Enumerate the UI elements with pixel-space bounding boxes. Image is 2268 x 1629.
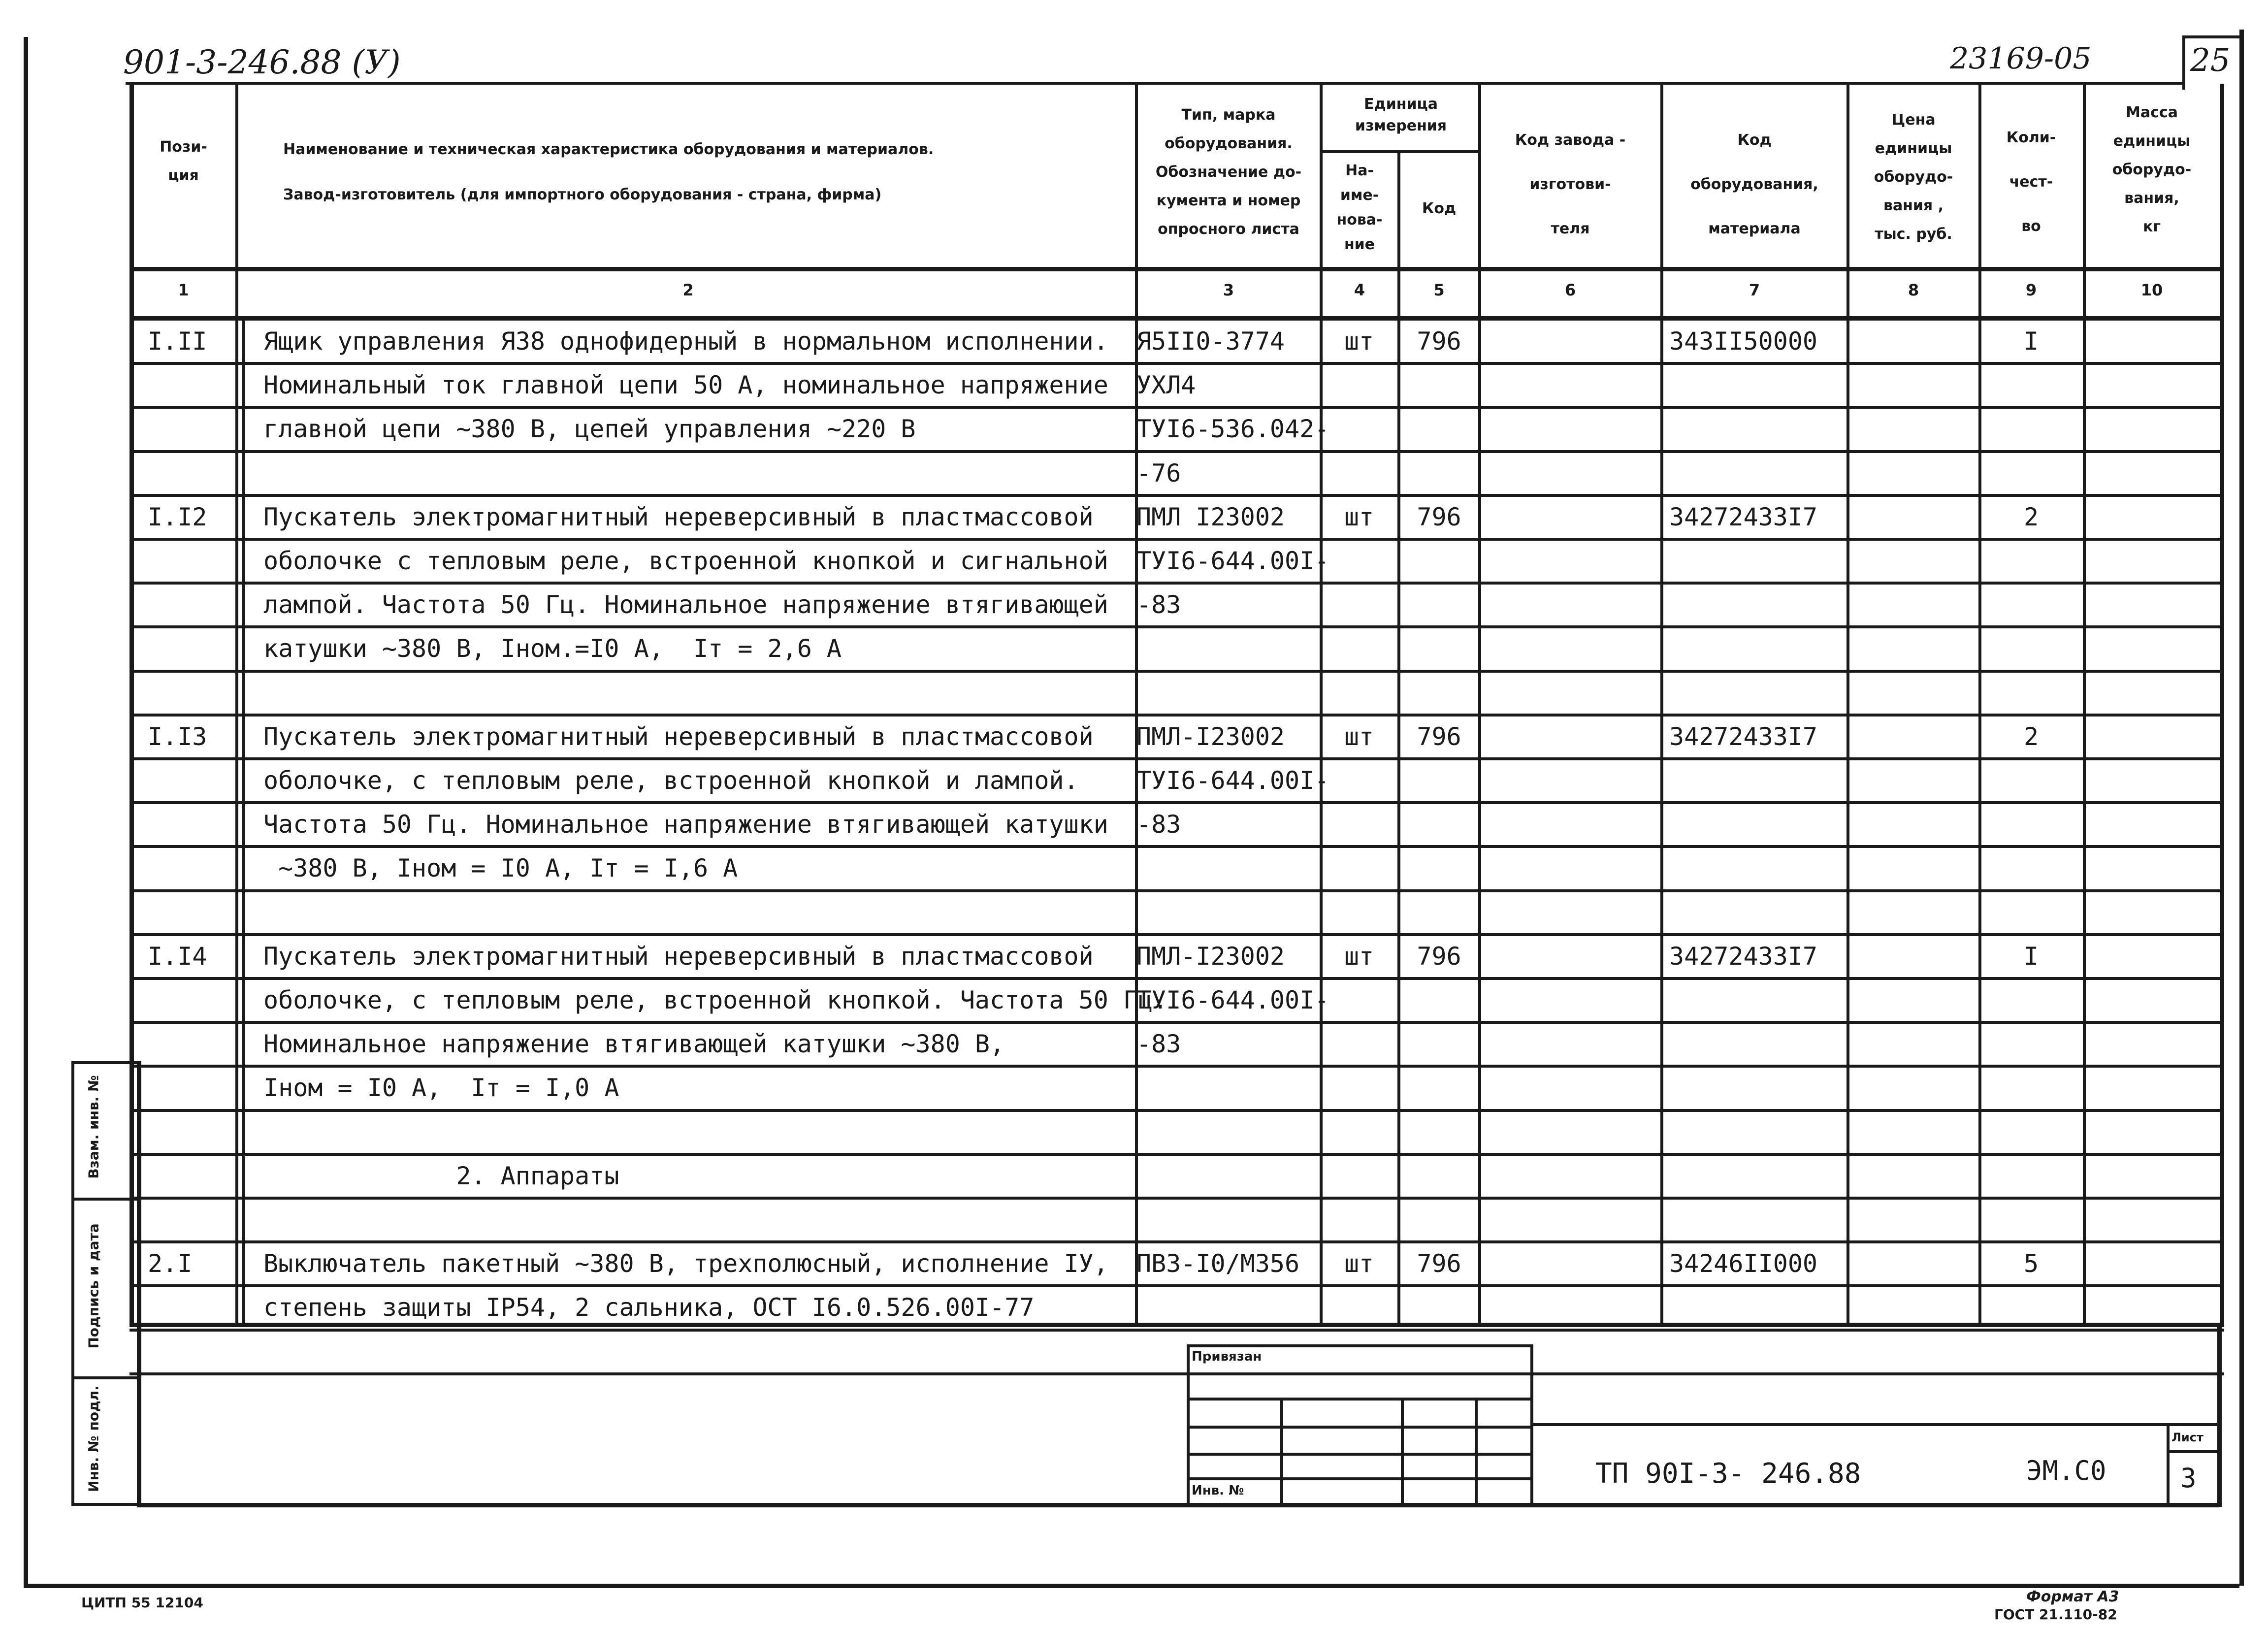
description-cell: оболочке, с тепловым реле, встроенной кнопкой и лампой. bbox=[263, 766, 1079, 795]
type-cell: ПМЛ-I23002 bbox=[1136, 722, 1285, 751]
equipment-code-cell: 34272433I7 bbox=[1669, 503, 1818, 531]
row-divider bbox=[130, 1021, 2224, 1024]
row-divider bbox=[130, 670, 2224, 673]
stamp-privyazan: Привязан bbox=[1192, 1349, 1262, 1364]
header-type: Тип, марка оборудования. Обозначение до- кумента и номер опросного листа bbox=[1155, 106, 1302, 238]
equipment-code-cell: 34246II000 bbox=[1669, 1249, 1818, 1278]
position-cell: 2.I bbox=[148, 1249, 193, 1278]
header-plant-code: Код завода - изготови- теля bbox=[1515, 131, 1626, 237]
description-cell: Выключатель пакетный ~380 В, трехполюсный, исполнение IУ, bbox=[263, 1249, 1108, 1278]
description-cell: степень защиты IP54, 2 сальника, ОСТ I6.0.526.00I-77 bbox=[263, 1293, 1035, 1322]
row-divider bbox=[130, 450, 2224, 453]
row-divider bbox=[130, 845, 2224, 848]
unit-code-cell: 796 bbox=[1417, 503, 1461, 531]
type-cell: -83 bbox=[1136, 590, 1181, 619]
unit-cell: шт bbox=[1344, 327, 1374, 356]
type-cell: ПВЗ-I0/М356 bbox=[1136, 1249, 1300, 1278]
unit-code-cell: 796 bbox=[1417, 722, 1461, 751]
footer-left: ЦИТП 55 12104 bbox=[81, 1595, 203, 1611]
type-cell: Я5II0-3774 bbox=[1136, 327, 1285, 356]
unit-code-cell: 796 bbox=[1417, 942, 1461, 971]
row-divider bbox=[130, 714, 2224, 717]
header-unit: Единица измерения bbox=[1355, 96, 1447, 134]
header-mass: Масса единицы оборудо- вания, кг bbox=[2112, 104, 2192, 235]
stamp-sheet-label: Лист bbox=[2171, 1431, 2203, 1444]
col-number: 5 bbox=[1433, 281, 1445, 299]
unit-cell: шт bbox=[1344, 942, 1374, 971]
header-price: Цена единицы оборудо- вания , тыс. руб. bbox=[1874, 111, 1953, 243]
col-number: 7 bbox=[1749, 281, 1760, 299]
inventory-number: 23169-05 bbox=[1950, 41, 2092, 76]
stamp-sheet-number: 3 bbox=[2180, 1463, 2197, 1494]
type-cell: ПМЛ I23002 bbox=[1136, 503, 1285, 531]
stamp-document-number: ТП 90I-3- 246.88 bbox=[1595, 1458, 1861, 1490]
description-cell: Пускатель электромагнитный нереверсивный в пластмассовой bbox=[263, 942, 1094, 971]
side-label-replacement: Взам. инв. № bbox=[85, 1075, 102, 1179]
row-divider bbox=[130, 494, 2224, 497]
description-cell: Номинальный ток главной цепи 50 А, номинальное напряжение bbox=[263, 371, 1108, 399]
doc-reference: 901-3-246.88 (У) bbox=[123, 43, 401, 81]
row-divider bbox=[130, 1109, 2224, 1112]
footer-gost: ГОСТ 21.110-82 bbox=[1994, 1606, 2117, 1623]
footer-format: Формат А3 bbox=[2026, 1588, 2119, 1605]
side-label-signature: Подпись и дата bbox=[85, 1223, 102, 1349]
row-divider bbox=[130, 1153, 2224, 1156]
type-cell: УХЛ4 bbox=[1136, 371, 1196, 399]
unit-code-cell: 796 bbox=[1417, 1249, 1461, 1278]
col-number: 10 bbox=[2140, 281, 2163, 299]
row-divider bbox=[130, 1197, 2224, 1200]
equipment-code-cell: 34272433I7 bbox=[1669, 942, 1818, 971]
description-cell: Пускатель электромагнитный нереверсивный в пластмассовой bbox=[263, 503, 1094, 531]
type-cell: -83 bbox=[1136, 810, 1181, 839]
description-cell: ~380 В, Iном = I0 А, Iт = I,6 А bbox=[263, 854, 738, 882]
unit-cell: шт bbox=[1344, 1249, 1374, 1278]
position-cell: I.I3 bbox=[148, 722, 207, 751]
unit-code-cell: 796 bbox=[1417, 327, 1461, 356]
description-cell: лампой. Частота 50 Гц. Номинальное напряжение втягивающей bbox=[263, 590, 1108, 619]
side-label-inventory: Инв. № подл. bbox=[85, 1385, 102, 1492]
type-cell: ТУI6-644.00I- bbox=[1136, 547, 1329, 575]
description-cell: Частота 50 Гц. Номинальное напряжение втягивающей катушки bbox=[263, 810, 1108, 839]
col-number: 2 bbox=[682, 281, 694, 299]
stamp-document-code: ЭМ.С0 bbox=[2026, 1455, 2106, 1486]
position-cell: I.I2 bbox=[148, 503, 207, 531]
page-number: 25 bbox=[2190, 42, 2231, 79]
type-cell: -83 bbox=[1136, 1030, 1181, 1058]
stamp-inv-no: Инв. № bbox=[1192, 1483, 1244, 1498]
col-number: 8 bbox=[1908, 281, 1919, 299]
row-divider bbox=[130, 1065, 2224, 1068]
row-divider bbox=[130, 406, 2224, 409]
quantity-cell: 2 bbox=[2023, 722, 2039, 751]
row-divider bbox=[130, 625, 2224, 628]
description-cell: главной цепи ~380 В, цепей управления ~220 В bbox=[263, 415, 916, 443]
col-number: 9 bbox=[2025, 281, 2037, 299]
description-cell: Iном = I0 А, Iт = I,0 А bbox=[263, 1074, 619, 1102]
description-cell: оболочке с тепловым реле, встроенной кнопкой и сигнальной bbox=[263, 547, 1108, 575]
col-number: 6 bbox=[1564, 281, 1576, 299]
type-cell: ТУI6-644.00I- bbox=[1136, 986, 1329, 1014]
type-cell: ТУI6-644.00I- bbox=[1136, 766, 1329, 795]
col-number: 3 bbox=[1223, 281, 1234, 299]
description-cell: 2. Аппараты bbox=[263, 1162, 619, 1190]
row-divider bbox=[130, 977, 2224, 980]
unit-cell: шт bbox=[1344, 722, 1374, 751]
header-equip-code: Код оборудования, материала bbox=[1690, 131, 1818, 237]
row-divider bbox=[130, 1329, 2224, 1332]
row-divider bbox=[130, 889, 2224, 892]
row-divider bbox=[130, 801, 2224, 804]
row-divider bbox=[130, 582, 2224, 585]
quantity-cell: I bbox=[2023, 942, 2039, 971]
row-divider bbox=[130, 1372, 2224, 1375]
equipment-code-cell: 343II50000 bbox=[1669, 327, 1818, 356]
quantity-cell: 5 bbox=[2023, 1249, 2039, 1278]
position-cell: I.I4 bbox=[148, 942, 207, 971]
row-divider bbox=[130, 933, 2224, 936]
description-cell: Ящик управления Я38 однофидерный в нормальном исполнении. bbox=[263, 327, 1108, 356]
description-cell: катушки ~380 В, Iном.=I0 А, Iт = 2,6 А bbox=[263, 634, 842, 663]
row-divider bbox=[130, 538, 2224, 541]
description-cell: оболочке, с тепловым реле, встроенной кнопкой. Частота 50 Гц. bbox=[263, 986, 1168, 1014]
quantity-cell: I bbox=[2023, 327, 2039, 356]
header-position: Пози- ция bbox=[160, 138, 207, 184]
row-divider bbox=[130, 1240, 2224, 1243]
unit-cell: шт bbox=[1344, 503, 1374, 531]
position-cell: I.II bbox=[148, 327, 207, 356]
row-divider bbox=[130, 362, 2224, 365]
equipment-code-cell: 34272433I7 bbox=[1669, 722, 1818, 751]
row-divider bbox=[130, 1284, 2224, 1287]
header-unit-code: Код bbox=[1422, 200, 1457, 217]
type-cell: ПМЛ-I23002 bbox=[1136, 942, 1285, 971]
col-number: 1 bbox=[178, 281, 189, 299]
description-cell: Пускатель электромагнитный нереверсивный в пластмассовой bbox=[263, 722, 1094, 751]
header-name: Наименование и техническая характеристика оборудования и материалов. Завод-изготовитель (для импортного оборудования - страна, фирма) bbox=[283, 141, 934, 203]
header-unit-name: На- име- нова- ние bbox=[1336, 162, 1383, 253]
type-cell: -76 bbox=[1136, 459, 1181, 488]
row-divider bbox=[130, 757, 2224, 760]
type-cell: ТУI6-536.042- bbox=[1136, 415, 1329, 443]
col-number: 4 bbox=[1354, 281, 1365, 299]
description-cell: Номинальное напряжение втягивающей катушки ~380 В, bbox=[263, 1030, 1005, 1058]
quantity-cell: 2 bbox=[2023, 503, 2039, 531]
header-quantity: Коли- чест- во bbox=[2006, 129, 2056, 235]
